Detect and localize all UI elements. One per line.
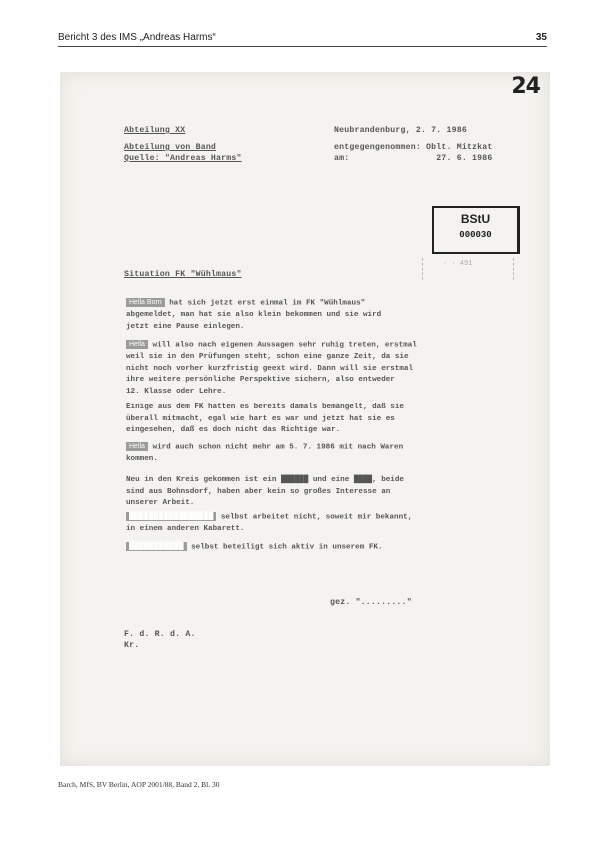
line-text: hat sich jetzt erst einmal im FK "Wühlmaus" bbox=[164, 299, 366, 308]
paragraph-line bbox=[126, 425, 516, 437]
page-number: 35 bbox=[535, 32, 547, 43]
department-line: Abteilung XX bbox=[124, 126, 186, 135]
fda-initials: Kr. bbox=[124, 641, 140, 650]
paragraph-line bbox=[126, 298, 516, 310]
paragraph-line bbox=[126, 487, 516, 499]
faint-stamp bbox=[422, 258, 514, 280]
line-text: unserer Arbeit. bbox=[126, 499, 195, 507]
line-text: kommen. bbox=[126, 455, 158, 463]
redaction-box: Hella bbox=[126, 442, 148, 451]
paragraph-line bbox=[126, 387, 516, 399]
paragraph-line bbox=[126, 524, 516, 536]
department-line-2: Abteilung von Band bbox=[124, 143, 217, 152]
line-text: selbst beteiligt sich aktiv in unserem FK. bbox=[186, 543, 383, 552]
paragraph-line bbox=[126, 475, 516, 487]
paragraph-line bbox=[126, 322, 516, 334]
source-line: Quelle: "Andreas Harms" bbox=[124, 154, 242, 163]
paragraph-line bbox=[126, 414, 516, 426]
running-title: Bericht 3 des IMS „Andreas Harms“ bbox=[58, 32, 216, 43]
signature: gez. "........." bbox=[330, 598, 412, 607]
paragraph-line bbox=[126, 542, 516, 554]
received-date: am: 27. 6. 1986 bbox=[334, 154, 493, 163]
paragraph bbox=[126, 402, 516, 437]
line-text: selbst arbeitet nicht, soweit mir bekannt, bbox=[216, 513, 413, 522]
scanned-document bbox=[60, 72, 550, 766]
line-text: abgemeldet, man hat sie also klein bekommen und sie wird bbox=[126, 311, 382, 319]
line-text: überall mitmacht, egal wie hart es war und jetzt hat sie es bbox=[126, 414, 395, 423]
line-text: sind aus Bohnsdorf, haben aber kein so großes Interesse an bbox=[126, 487, 391, 496]
paragraph bbox=[126, 298, 516, 333]
line-text: weil sie in den Prüfungen steht, schon eine ganze Zeit, da sie bbox=[126, 353, 409, 361]
line-text: nicht noch vorher kurzfristig geext wird. Dann will sie erstmal bbox=[126, 364, 414, 373]
paragraph-line bbox=[126, 442, 516, 454]
line-text: 12. Klasse oder Lehre. bbox=[126, 387, 227, 396]
source-footer: Barch, MfS, BV Berlin, AOP 2001/88, Band 2, Bl. 30 bbox=[58, 780, 220, 789]
fda-line: F. d. R. d. A. bbox=[124, 630, 196, 639]
paragraph bbox=[126, 442, 516, 466]
line-text: Einige aus dem FK hatten es bereits damals bemängelt, daß sie bbox=[126, 403, 404, 411]
paragraph-line bbox=[126, 375, 516, 387]
redaction-box: Hella bbox=[126, 340, 148, 349]
line-text: Neu in den Kreis gekommen ist ein ██████ und eine ████, beide bbox=[126, 476, 404, 484]
paragraph bbox=[126, 512, 516, 536]
paragraph bbox=[126, 340, 516, 398]
received-by: entgegengenommen: Oblt. Mitzkat bbox=[334, 143, 493, 152]
paragraph-line bbox=[126, 454, 516, 466]
line-text: in einem anderen Kabarett. bbox=[126, 525, 245, 533]
line-text: eingesehen, daß es doch nicht das Richtige war. bbox=[126, 426, 341, 434]
paragraph-line bbox=[126, 402, 516, 414]
paragraph-line bbox=[126, 310, 516, 322]
redaction-box: █████████████████ bbox=[126, 512, 216, 521]
stamp-title: BStU bbox=[460, 212, 491, 226]
stamp-number: 000030 bbox=[459, 230, 492, 240]
paragraph bbox=[126, 542, 516, 554]
redaction-box: ███████████ bbox=[126, 542, 187, 551]
bstu-stamp bbox=[432, 206, 520, 254]
line-text: jetzt eine Pause einlegen. bbox=[126, 322, 245, 331]
header-divider bbox=[58, 46, 547, 47]
line-text: wird auch schon nicht mehr am 5. 7. 1986 mit nach Waren bbox=[147, 443, 404, 452]
handwritten-page-number: 24 bbox=[511, 74, 540, 99]
paragraph-line bbox=[126, 352, 516, 364]
paragraph-line bbox=[126, 512, 516, 524]
line-text: will also nach eigenen Aussagen sehr ruhig treten, erstmal bbox=[147, 341, 417, 350]
subject-line: Situation FK "Wühlmaus" bbox=[124, 270, 242, 279]
paragraph bbox=[126, 475, 516, 510]
paragraph-line bbox=[126, 340, 516, 352]
page-header bbox=[58, 32, 547, 46]
faint-stamp-text: · · 491 bbox=[443, 260, 473, 268]
redaction-box: Hella Born bbox=[126, 298, 165, 307]
line-text: ihre weitere persönliche Perspektive sichern, also entweder bbox=[126, 376, 395, 384]
paragraph-line bbox=[126, 498, 516, 510]
paragraph-line bbox=[126, 364, 516, 376]
place-date: Neubrandenburg, 2. 7. 1986 bbox=[334, 126, 467, 135]
